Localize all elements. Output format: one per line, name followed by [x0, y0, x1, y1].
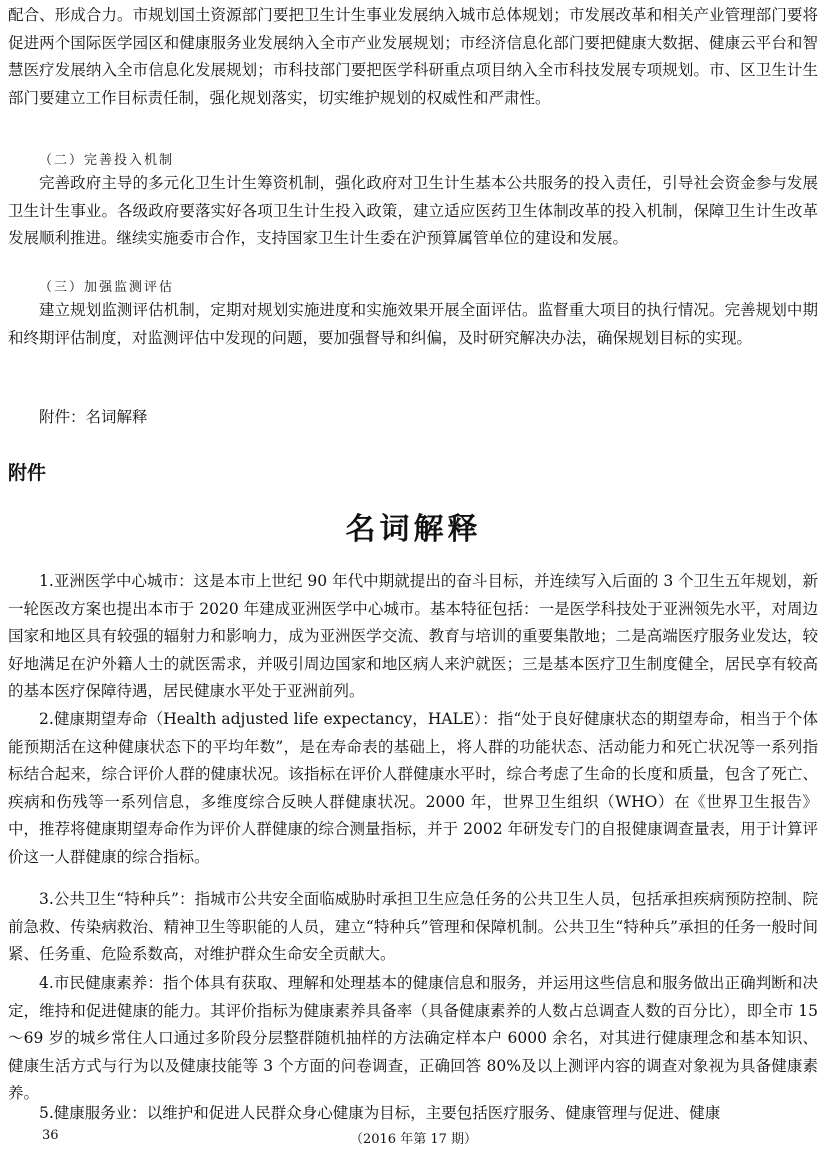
section-body-investment: 完善政府主导的多元化卫生计生筹资机制，强化政府对卫生计生基本公共服务的投入责任，引导社会资金参与发展卫生计生事业。各级政府要落实好各项卫生计生投入政策，建立适应医药卫生体制改革的投入机制，保障卫生计生改革发展顺利推进。继续实施委市合作，支持国家卫生计生委在沪预算属管单位的建设和发展。: [8, 174, 818, 248]
section-heading-monitoring: （三）加强监测评估: [39, 280, 175, 295]
issue-label: （2016 年第 17 期）: [349, 1132, 478, 1147]
glossary-entry-asia-medical-center: 1.亚洲医学中心城市：这是本市上世纪 90 年代中期就提出的奋斗目标，并连续写入后面的 3 个卫生五年规划，新一轮医改方案也提出本市于 2020 年建成亚洲医学中心城市。基本特征包括：一是医学科技处于亚洲领先水平，对周边国家和地区具有较强的辐射力和影响力，成为亚洲医学交流、教育与培训的重要集散地；二是高端医疗服务业发达，较好地满足在沪外籍人士的就医需求，并吸引周边国家和地区病人来沪就医；三是基本医疗卫生制度健全，居民享有较高的基本医疗保障待遇，居民健康水平处于亚洲前列。: [8, 572, 818, 701]
section-heading-investment: （二）完善投入机制: [39, 153, 175, 168]
page-number: 36: [42, 1128, 59, 1143]
top-paragraph: 配合、形成合力。市规划国土资源部门要把卫生计生事业发展纳入城市总体规划；市发展改革和相关产业管理部门要将促进两个国际医学园区和健康服务业发展纳入全市产业发展规划；市经济信息化部门要把健康大数据、健康云平台和智慧医疗发展纳入全市信息化发展规划；市科技部门要把医学科研重点项目纳入全市科技发展专项规划。市、区卫生计生部门要建立工作目标责任制，强化规划落实，切实维护规划的权威性和严肃性。: [8, 6, 818, 107]
glossary-title: 名词解释: [345, 512, 482, 547]
section-body-monitoring: 建立规划监测评估机制，定期对规划实施进度和实施效果开展全面评估。监督重大项目的执行情况。完善规划中期和终期评估制度，对监测评估中发现的问题，要加强督导和纠偏，及时研究解决办法，确保规划目标的实现。: [8, 301, 818, 347]
glossary-entry-special-forces: 3.公共卫生“特种兵”：指城市公共安全面临威胁时承担卫生应急任务的公共卫生人员，包括承担疾病预防控制、院前急救、传染病救治、精神卫生等职能的人员，建立“特种兵”管理和保障机制。公共卫生“特种兵”承担的任务一般时间紧、任务重、危险系数高，对维护群众生命安全贡献大。: [8, 890, 818, 964]
glossary-entry-health-literacy: 4.市民健康素养：指个体具有获取、理解和处理基本的健康信息和服务，并运用这些信息和服务做出正确判断和决定，维持和促进健康的能力。其评价指标为健康素养具备率（具备健康素养的人数占总调查人数的百分比），即全市 15～69 岁的城乡常住人口通过多阶段分层整群随机抽样的方法确定样本户 6000 余名，对其进行健康理念和基本知识、健康生活方式与行为以及健康技能等 3 个方面的问卷调查，正确回答 80%及以上测评内容的调查对象视为具备健康素养。: [8, 974, 818, 1103]
glossary-entry-hale: 2.健康期望寿命（Health adjusted life expectancy，HALE）：指“处于良好健康状态的期望寿命，相当于个体能预期活在这种健康状态下的平均年数”，是在寿命表的基础上，将人群的功能状态、活动能力和死亡状况等一系列指标结合起来，综合评价人群的健康状况。该指标在评价人群健康水平时，综合考虑了生命的长度和质量，包含了死亡、疾病和伤残等一系列信息，多维度综合反映人群健康状况。2000 年，世界卫生组织（WHO）在《世界卫生报告》中，推荐将健康期望寿命作为评价人群健康的综合测量指标，并于 2002 年研发专门的自报健康调查量表，用于计算评价这一人群健康的综合指标。: [8, 710, 818, 866]
attachment-label: 附件: [8, 462, 47, 484]
glossary-entry-health-services: 5.健康服务业：以维护和促进人民群众身心健康为目标，主要包括医疗服务、健康管理与促进、健康: [39, 1104, 721, 1122]
appendix-reference: 附件：名词解释: [39, 408, 148, 426]
